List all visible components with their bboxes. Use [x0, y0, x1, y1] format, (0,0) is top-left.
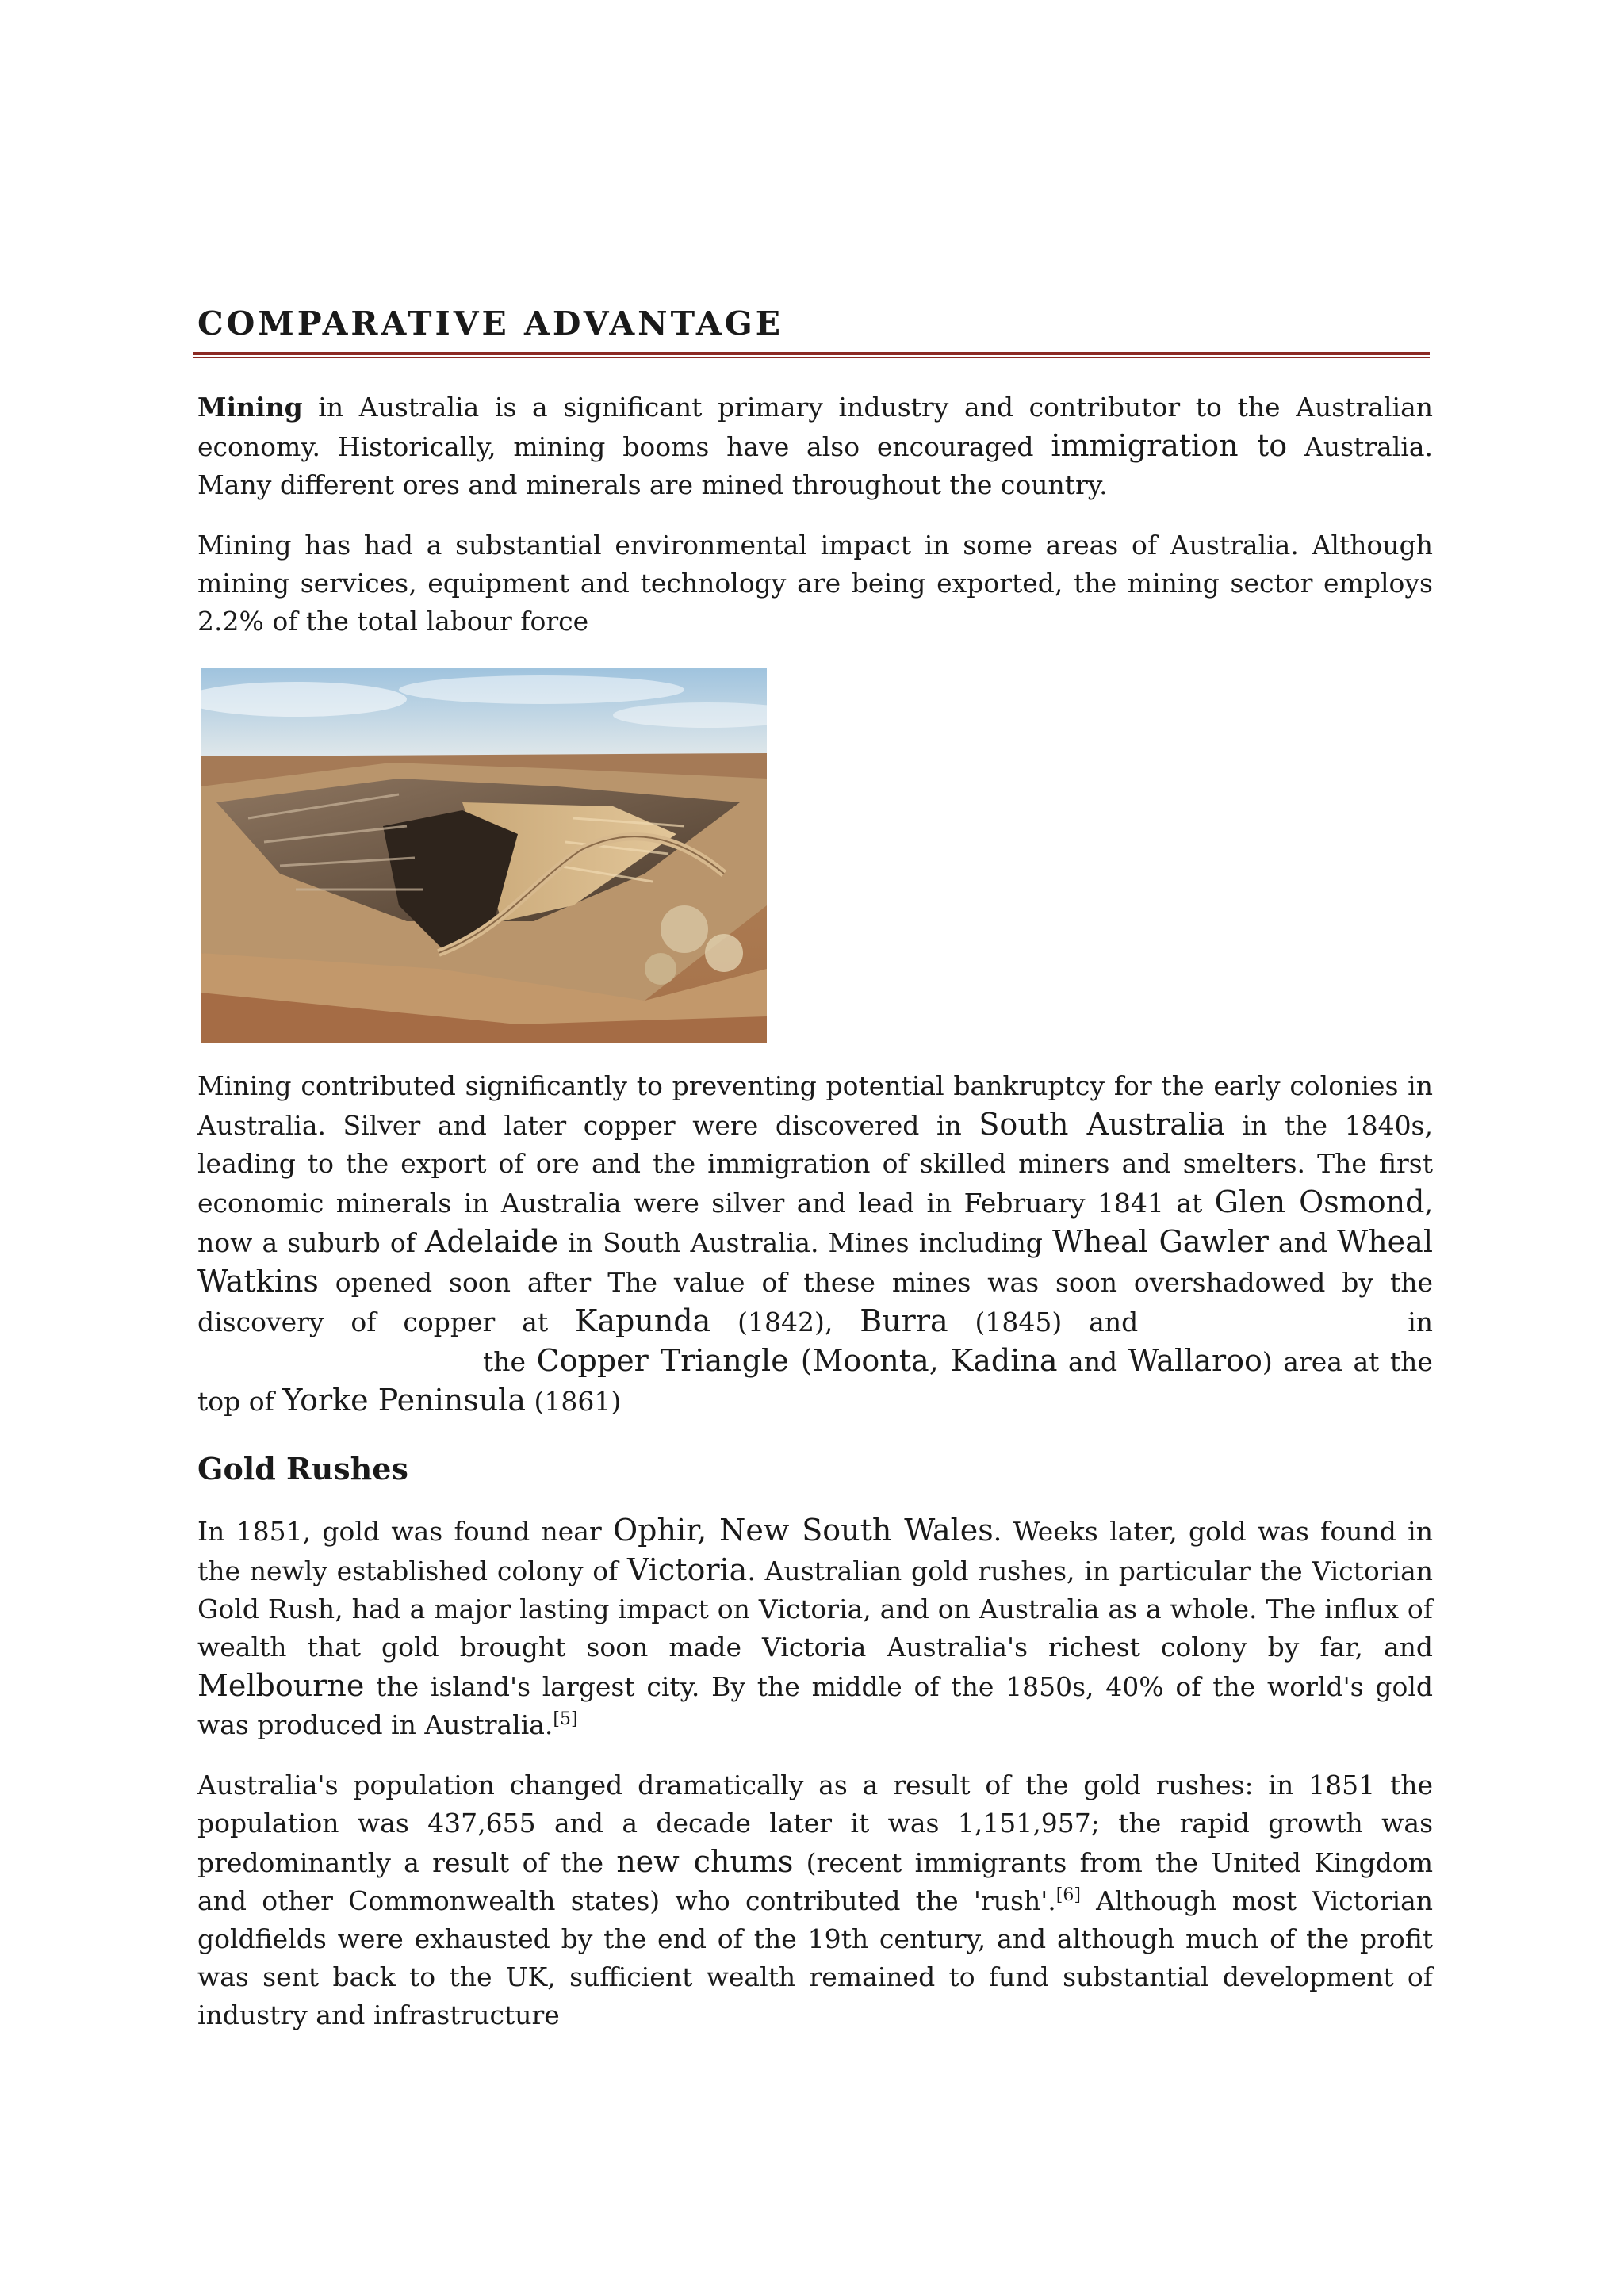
text-span: Australia's population changed dramatically as a result of the gold rushes: in 1851 the population was 437,655 and a decade later it was 1,151,957; the rapid growth was predominantly a result of the	[197, 1770, 1433, 1878]
text-span: (recent immigrants from the United Kingdom and other Commonwealth states) who contributed the 'rush'.	[197, 1847, 1433, 1916]
text-span: and	[1268, 1227, 1338, 1258]
link-immigration[interactable]: immigration to	[1051, 428, 1288, 463]
link-glen-osmond[interactable]: Glen Osmond	[1214, 1184, 1425, 1219]
link-burra[interactable]: Burra	[860, 1303, 948, 1338]
link-wheal-gawler[interactable]: Wheal Gawler	[1051, 1224, 1269, 1259]
link-new-chums[interactable]: new chums	[616, 1844, 794, 1879]
text-span: (	[788, 1343, 813, 1378]
text-span: (1861)	[525, 1386, 622, 1417]
mining-bold-term: Mining	[197, 392, 303, 423]
link-victoria[interactable]: Victoria	[627, 1552, 748, 1587]
text-span: ) area at the top of	[197, 1346, 1433, 1417]
text-span: ,	[929, 1343, 951, 1378]
title-underline	[193, 352, 1430, 360]
link-moonta[interactable]: Moonta	[812, 1343, 929, 1378]
text-span: opened soon after The value of these mines was soon overshadowed by the discovery of copper at	[197, 1267, 1433, 1337]
paragraph-population-change	[197, 1766, 1433, 2034]
title-rule-thin	[193, 357, 1430, 358]
link-kadina[interactable]: Kadina	[950, 1343, 1058, 1378]
link-adelaide[interactable]: Adelaide	[425, 1224, 559, 1259]
title-rule-thick	[193, 352, 1430, 355]
text-span: , now a suburb of	[197, 1188, 1433, 1258]
text-span: . Weeks later, gold was found in the newly established colony of	[197, 1516, 1433, 1586]
text-span: in the 1840s, leading to the export of ore and the immigration of skilled miners and smelters. The first economic minerals in Australia were silver and lead in February 1841 at	[197, 1110, 1433, 1219]
paragraph-mining-intro	[197, 388, 1433, 504]
text-span: Australia. Many different ores and minerals are mined throughout the country.	[197, 431, 1433, 500]
footnote-ref-6[interactable]: [6]	[1055, 1885, 1081, 1905]
text-span: Mining contributed significantly to preventing potential bankruptcy for the early colonies in Australia. Silver and later copper were discovered in	[197, 1070, 1433, 1141]
text-span: the	[483, 1346, 537, 1377]
link-yorke-peninsula[interactable]: Yorke Peninsula	[282, 1383, 526, 1418]
text-span: in South Australia. Mines including	[558, 1227, 1052, 1258]
paragraph-gold-discovery	[197, 1511, 1433, 1744]
text-span: in Australia is a significant primary industry and contributor to the Australian economy. Historically, mining booms have also encouraged	[197, 392, 1433, 462]
document-page	[197, 301, 1433, 2034]
page-title: COMPARATIVE ADVANTAGE	[197, 304, 783, 342]
footnote-ref-5[interactable]: [5]	[553, 1709, 578, 1729]
text-span: . Australian gold rushes, in particular the Victorian Gold Rush, had a major lasting impact on Victoria, and on Australia as a whole. The influx of wealth that gold brought soon made Victoria Australia's richest colony by far, and	[197, 1556, 1433, 1663]
mine-photo-illustration	[201, 668, 767, 1043]
paragraph-mining-history	[197, 1067, 1433, 1421]
paragraph-environmental-impact: Mining has had a substantial environmental impact in some areas of Australia. Although mining services, equipment and technology are being exported, the mining sector employs 2.2% of the total labour force	[197, 530, 1433, 637]
text-span: the island's largest city. By the middle of the 1850s, 40% of the world's gold was produced in Australia.	[197, 1671, 1433, 1740]
link-wallaroo[interactable]: Wallaroo	[1128, 1343, 1262, 1378]
text-span: Although most Victorian goldfields were exhausted by the end of the 19th century, and although much of the profit was sent back to the UK, sufficient wealth remained to fund substantial development of industry and infrastructure	[197, 1885, 1433, 2030]
text-span: (1845) and	[948, 1307, 1139, 1337]
section-heading-gold-rushes: Gold Rushes	[197, 1451, 408, 1487]
link-wheal-watkins[interactable]: Wheal Watkins	[197, 1224, 1433, 1299]
text-span: In 1851, gold was found near	[197, 1516, 614, 1547]
text-span: in	[1408, 1307, 1434, 1337]
text-span: (1842),	[710, 1307, 860, 1337]
link-melbourne[interactable]: Melbourne	[197, 1668, 365, 1703]
link-kapunda[interactable]: Kapunda	[574, 1303, 711, 1338]
link-south-australia[interactable]: South Australia	[979, 1107, 1226, 1142]
link-ophir-nsw[interactable]: Ophir, New South Wales	[613, 1513, 994, 1548]
link-copper-triangle[interactable]: Copper Triangle	[536, 1343, 789, 1378]
text-span: and	[1057, 1346, 1128, 1377]
open-pit-mine-image	[201, 668, 767, 1043]
